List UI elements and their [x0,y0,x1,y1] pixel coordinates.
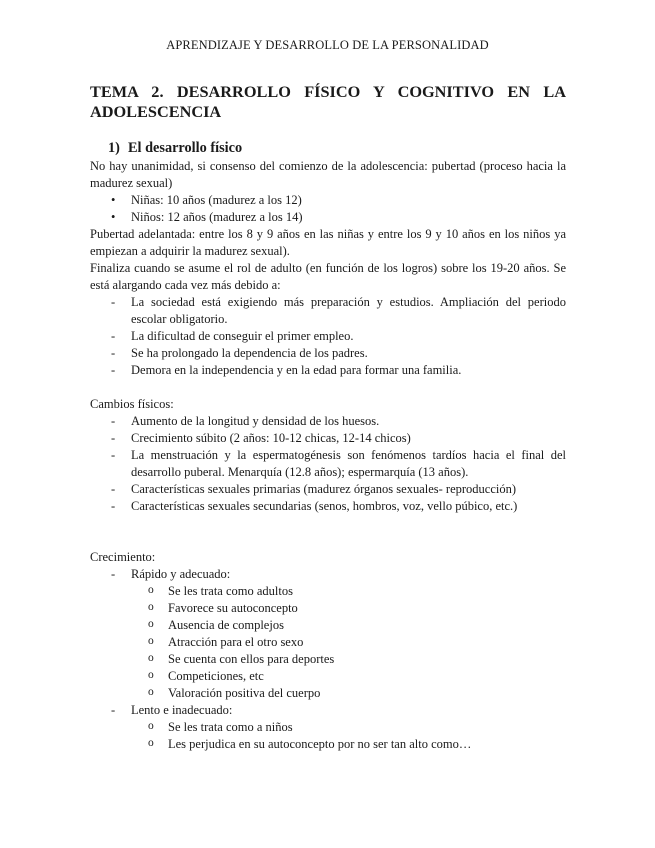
crecimiento-list [90,566,566,753]
list-item: - Características sexuales primarias (madurez órganos sexuales- reproducción) [90,481,566,498]
finaliza-paragraph: Finaliza cuando se asume el rol de adulto (en función de los logros) sobre los 19-20 años. Se está alargando cada vez más debido a: [90,261,566,292]
sublist-item: o Se les trata como adultos [90,583,566,600]
list-item-lento [90,702,566,753]
list-item: - Crecimiento súbito (2 años: 10-12 chicas, 12-14 chicos) [90,430,566,447]
rapido-sublist [90,583,566,702]
section-number: 1) [108,140,120,156]
pubertad-paragraph: Pubertad adelantada: entre los 8 y 9 años en las niñas y entre los 9 y 10 años en los niños ya empiezan a adquirir la madurez sexual). [90,227,566,258]
section-title: El desarrollo físico [128,140,243,156]
tema-title-line-2: ADOLESCENCIA [90,102,222,121]
sublist-item: o Competiciones, etc [90,668,566,685]
list-item-rapido [90,566,566,702]
sublist-item: o Les perjudica en su autoconcepto por no ser tan alto como… [90,736,566,753]
section-heading [108,139,566,157]
lento-sublist [90,719,566,753]
rapido-label: Rápido y adecuado: [131,567,231,581]
document-body [90,82,566,753]
tema-title-line-1: TEMA 2. DESARROLLO FÍSICO Y COGNITIVO EN LA [90,82,566,101]
tema-title [90,82,566,122]
lento-label: Lento e inadecuado: [131,703,233,717]
list-item: • Niños: 12 años (madurez a los 14) [90,209,566,226]
list-item: - La menstruación y la espermatogénesis son fenómenos tardíos hacia el final del desarrollo puberal. Menarquía (12.8 años); espermarquía (13 años). [90,447,566,481]
ages-list [90,192,566,226]
cambios-list [90,413,566,515]
sublist-item: o Valoración positiva del cuerpo [90,685,566,702]
list-item: - Demora en la independencia y en la edad para formar una familia. [90,362,566,379]
running-header: APRENDIZAJE Y DESARROLLO DE LA PERSONALIDAD [166,38,489,52]
list-item: - Se ha prolongado la dependencia de los padres. [90,345,566,362]
list-item: - Aumento de la longitud y densidad de los huesos. [90,413,566,430]
list-item: - La dificultad de conseguir el primer empleo. [90,328,566,345]
causas-list [90,294,566,379]
sublist-item: o Se les trata como a niños [90,719,566,736]
intro-paragraph: No hay unanimidad, si consenso del comienzo de la adolescencia: pubertad (proceso hacia la madurez sexual) [90,159,566,190]
crecimiento-title: Crecimiento: [90,550,156,564]
sublist-item: o Se cuenta con ellos para deportes [90,651,566,668]
cambios-title: Cambios físicos: [90,397,174,411]
list-item: - La sociedad está exigiendo más preparación y estudios. Ampliación del periodo escolar obligatorio. [90,294,566,328]
sublist-item: o Ausencia de complejos [90,617,566,634]
sublist-item: o Favorece su autoconcepto [90,600,566,617]
sublist-item: o Atracción para el otro sexo [90,634,566,651]
list-item: • Niñas: 10 años (madurez a los 12) [90,192,566,209]
list-item: - Características sexuales secundarias (senos, hombros, voz, vello púbico, etc.) [90,498,566,515]
